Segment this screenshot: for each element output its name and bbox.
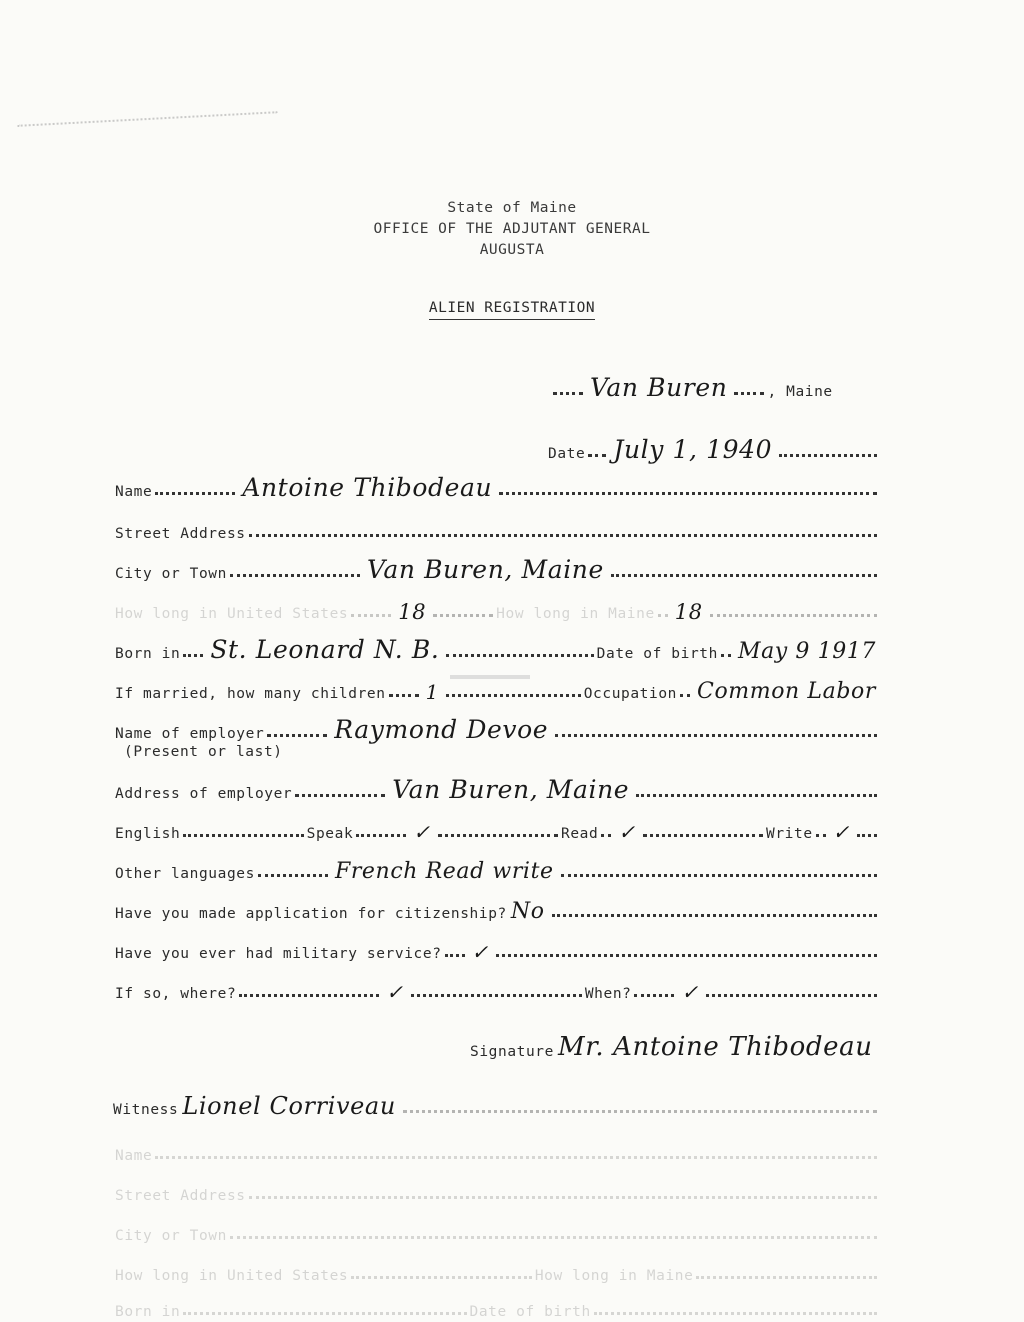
field-name: Name Antoine Thibodeau xyxy=(115,476,880,500)
place-value: Van Buren xyxy=(590,373,728,402)
city-value: Van Buren, Maine xyxy=(366,555,604,584)
field-witness: Witness Lionel Corriveau xyxy=(113,1094,880,1118)
military-value: ✓ xyxy=(471,940,489,964)
letterhead xyxy=(0,198,1024,261)
field-city: City or Town Van Buren, Maine xyxy=(115,558,880,582)
occupation-value: Common Labor xyxy=(697,679,876,704)
employer-value: Raymond Devoe xyxy=(334,715,549,744)
witness-value: Lionel Corriveau xyxy=(182,1092,396,1120)
name-value: Antoine Thibodeau xyxy=(242,473,493,502)
signature-label: Signature xyxy=(470,1044,554,1060)
how-long-us-value: 18 xyxy=(398,600,427,624)
bleed-name: Name xyxy=(115,1140,880,1164)
speak-check: ✓ xyxy=(413,820,431,844)
signature-value: Mr. Antoine Thibodeau xyxy=(557,1032,873,1062)
field-other-languages: Other languages French Read write xyxy=(115,858,880,882)
born-in-value: St. Leonard N. B. xyxy=(210,635,440,664)
other-languages-value: French Read write xyxy=(334,859,554,884)
field-where: If so, where? ✓ When? ✓ xyxy=(115,978,880,1002)
field-military: Have you ever had military service? ✓ xyxy=(115,938,880,962)
where-value: ✓ xyxy=(386,980,404,1004)
employer-sub-label: (Present or last) xyxy=(124,744,283,760)
field-street: Street Address xyxy=(115,518,880,542)
when-value: ✓ xyxy=(681,980,699,1004)
header-city: AUGUSTA xyxy=(479,242,545,258)
date-value: July 1, 1940 xyxy=(613,435,773,464)
date-label: Date xyxy=(548,446,586,462)
header-state: State of Maine xyxy=(447,200,577,216)
place-line: Van Buren , Maine xyxy=(550,370,880,400)
read-check: ✓ xyxy=(618,820,636,844)
dob-value: May 9 1917 xyxy=(737,639,876,664)
header-office: OFFICE OF THE ADJUTANT GENERAL xyxy=(373,221,651,237)
field-children: If married, how many children 1 Occupation Common Labor xyxy=(115,678,880,702)
form-title: ALIEN REGISTRATION xyxy=(0,300,1024,316)
bleed-born: Born in Date of birth xyxy=(115,1296,880,1320)
date-line xyxy=(548,432,880,462)
bleed-city: City or Town xyxy=(115,1220,880,1244)
signature-line xyxy=(470,1030,970,1060)
scan-artifact xyxy=(18,111,279,147)
write-check: ✓ xyxy=(832,820,851,844)
bleed-how-long: How long in United States How long in Maine xyxy=(115,1260,880,1284)
field-citizenship: Have you made application for citizenship? No xyxy=(115,898,880,922)
citizenship-value: No xyxy=(510,899,545,924)
bleed-street: Street Address xyxy=(115,1180,880,1204)
field-employer: Name of employer Raymond Devoe xyxy=(115,718,880,742)
how-long-maine-value: 18 xyxy=(674,600,703,624)
children-value: 1 xyxy=(425,680,439,704)
employer-address-value: Van Buren, Maine xyxy=(392,775,630,804)
field-employer-address: Address of employer Van Buren, Maine xyxy=(115,778,880,802)
place-suffix: Maine xyxy=(786,384,833,400)
field-how-long: How long in United States 18 How long in Maine 18 xyxy=(115,598,880,622)
field-born: Born in St. Leonard N. B. Date of birth May 9 1917 xyxy=(115,638,880,662)
field-english: English Speak ✓ Read ✓ Write ✓ xyxy=(115,818,880,842)
